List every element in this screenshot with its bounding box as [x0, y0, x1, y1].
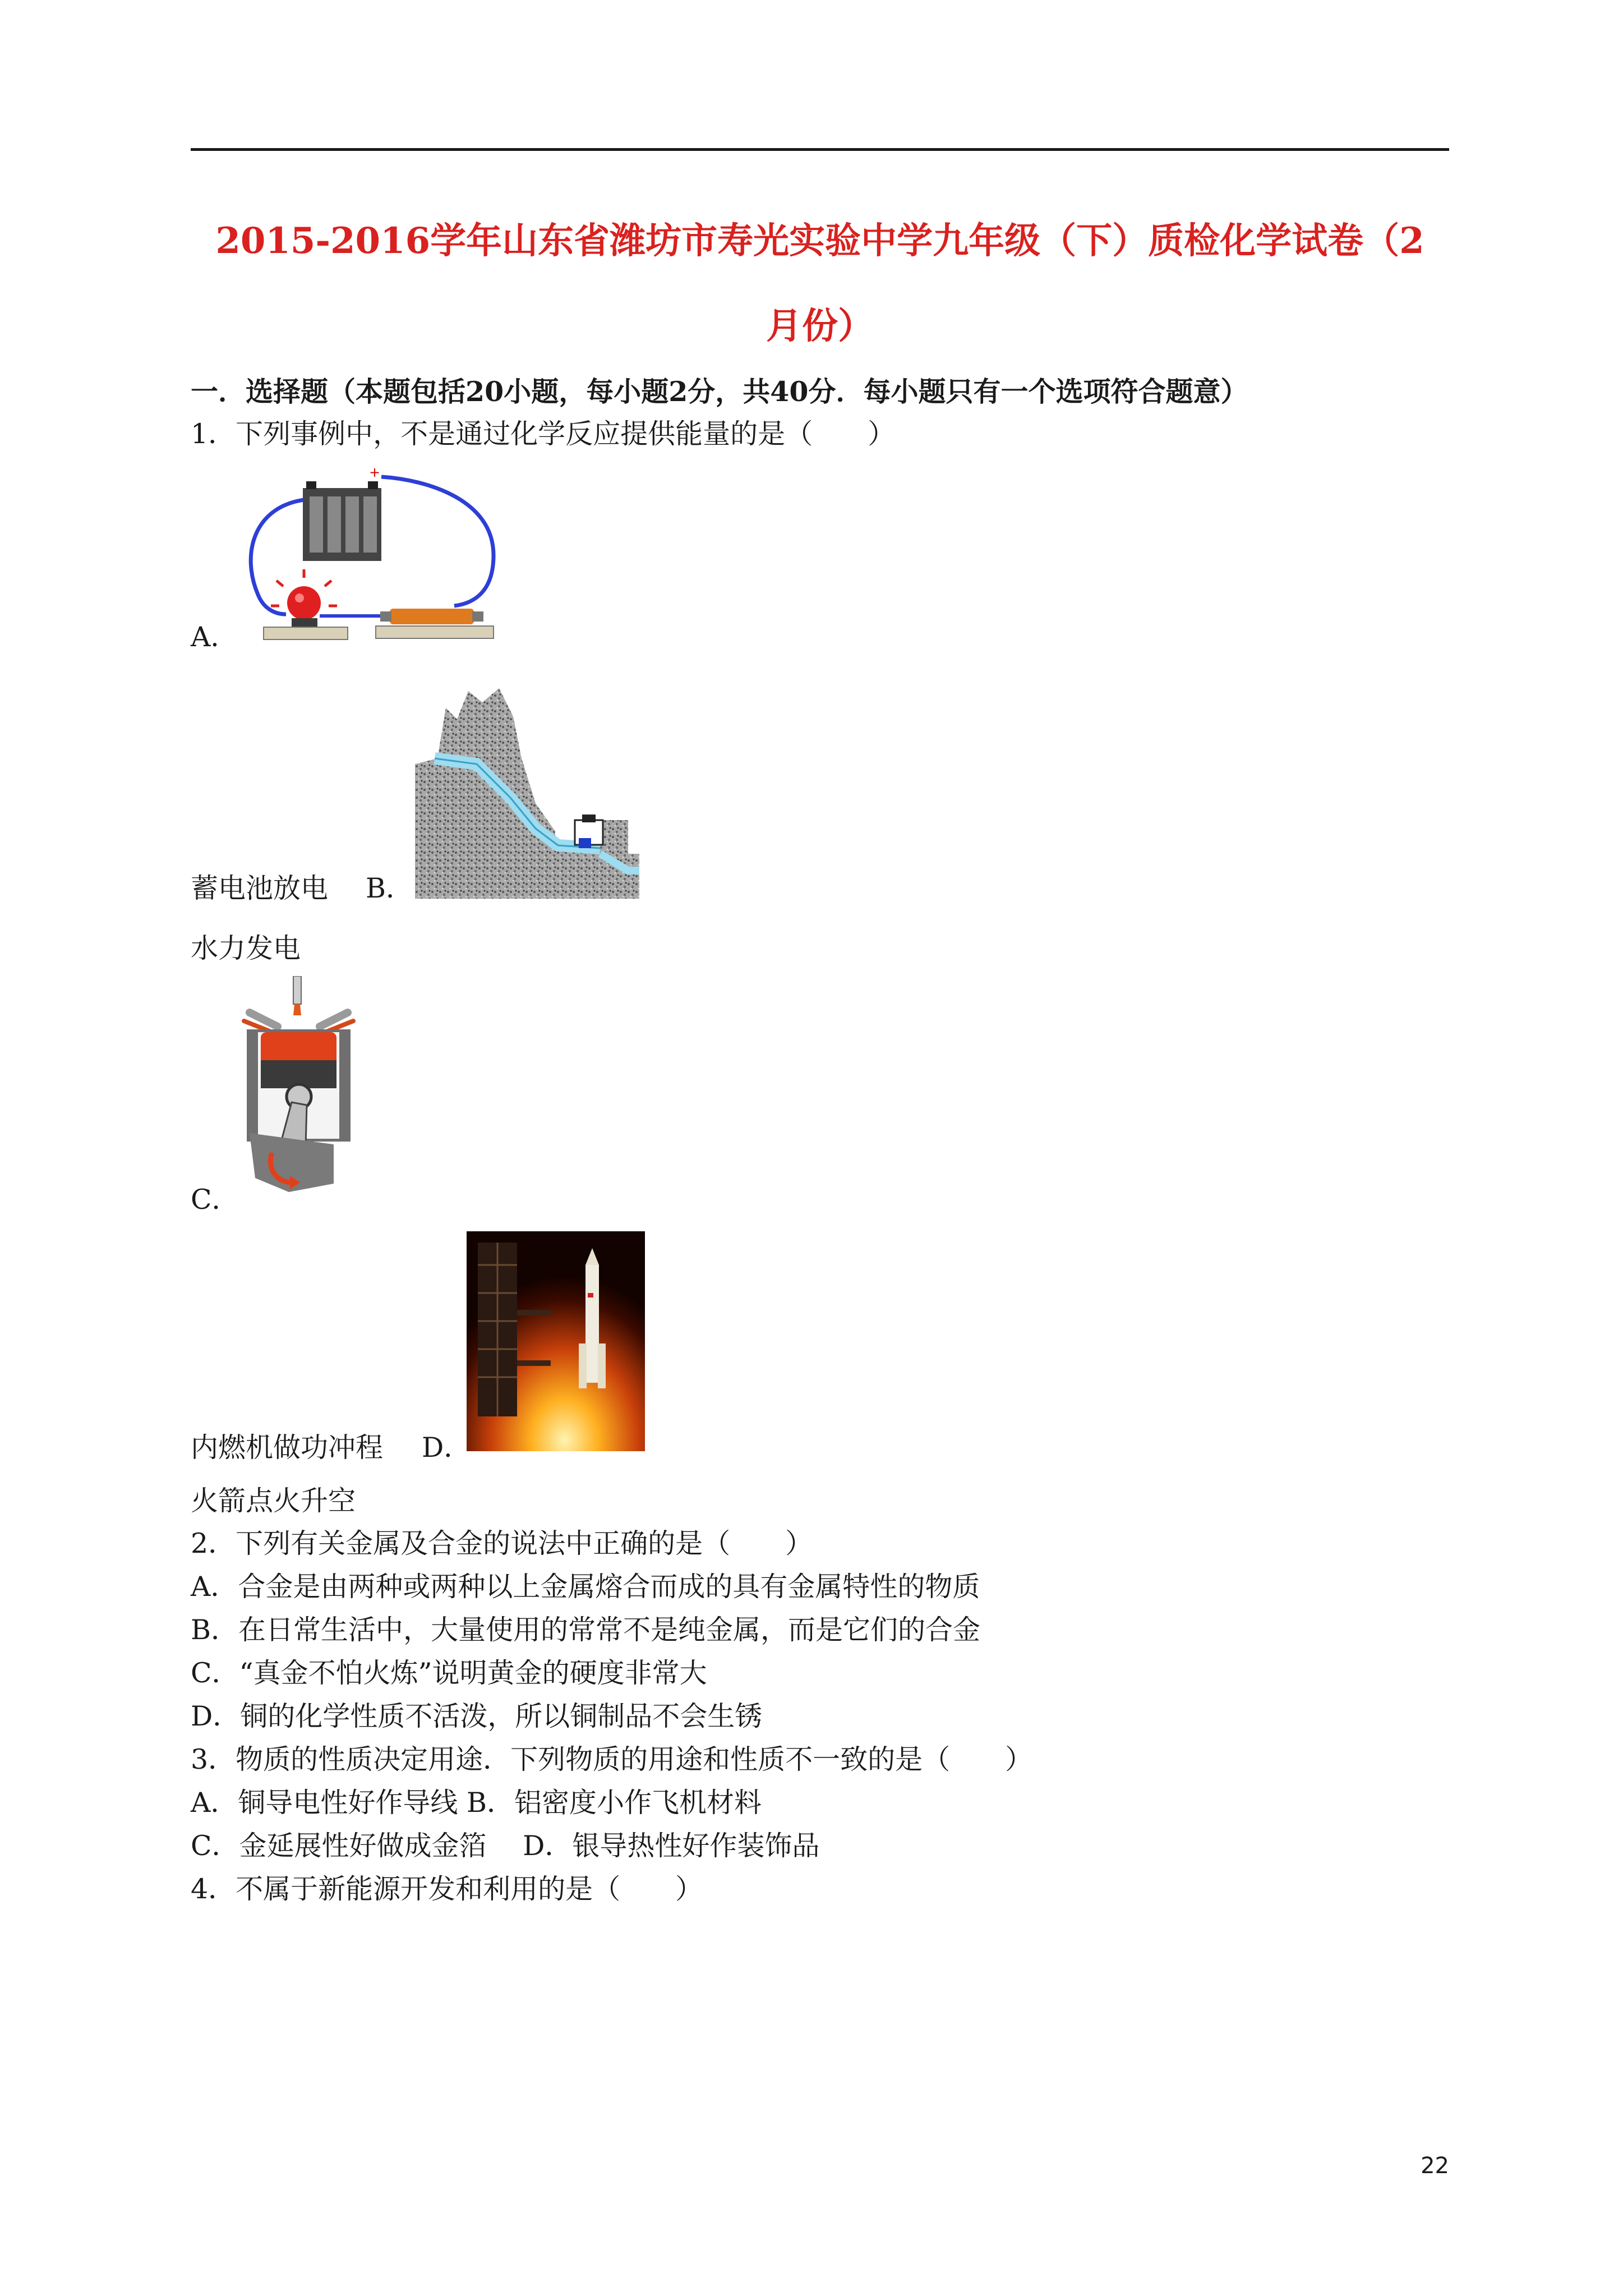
q1-b-caption: 水力发电: [191, 932, 301, 964]
q2-option-d: D．铜的化学性质不活泼，所以铜制品不会生锈: [191, 1700, 763, 1732]
header-rule: [191, 148, 1449, 151]
engine-piston-illustration: [238, 976, 359, 1192]
svg-text:+: +: [369, 466, 381, 480]
q2-option-c: C．“真金不怕火炼”说明黄金的硬度非常大: [191, 1657, 707, 1689]
q1-d-label: D．: [422, 1432, 472, 1464]
q1-d-caption: 火箭点火升空: [191, 1485, 356, 1517]
hydropower-illustration: [415, 685, 639, 899]
q2-option-a: A．合金是由两种或两种以上金属熔合而成的具有金属特性的物质: [191, 1571, 980, 1603]
rocket-launch-photo: [467, 1231, 645, 1451]
q1-a-caption: 蓄电池放电: [191, 872, 329, 904]
page-title-line2: 月份）: [766, 305, 874, 347]
q3-options-row2: C．金延展性好做成金箔 D．银导热性好作装饰品: [191, 1830, 820, 1862]
q1-c-label: C．: [191, 1184, 239, 1216]
q4-stem: 4．不属于新能源开发和利用的是（ ）: [191, 1873, 703, 1905]
battery-circuit-illustration: [241, 466, 499, 645]
q3-options-row1: A．铜导电性好作导线 B．铝密度小作飞机材料: [191, 1787, 762, 1819]
q1-b-label: B．: [366, 872, 414, 904]
q2-option-b: B．在日常生活中，大量使用的常常不是纯金属，而是它们的合金: [191, 1614, 981, 1646]
page-title-line1: 2015-2016学年山东省潍坊市寿光实验中学九年级（下）质检化学试卷（2: [215, 220, 1424, 262]
q3-stem: 3．物质的性质决定用途．下列物质的用途和性质不一致的是（ ）: [191, 1743, 1033, 1775]
q1-c-caption: 内燃机做功冲程: [191, 1432, 384, 1464]
q1-stem: 1．下列事例中，不是通过化学反应提供能量的是（ ）: [191, 418, 896, 450]
q2-stem: 2．下列有关金属及合金的说法中正确的是（ ）: [191, 1527, 813, 1559]
page-number: 22: [1421, 2153, 1449, 2179]
section-heading: 一．选择题（本题包括20小题，每小题2分，共40分．每小题只有一个选项符合题意）: [191, 375, 1248, 408]
q1-a-label: A．: [191, 621, 238, 653]
